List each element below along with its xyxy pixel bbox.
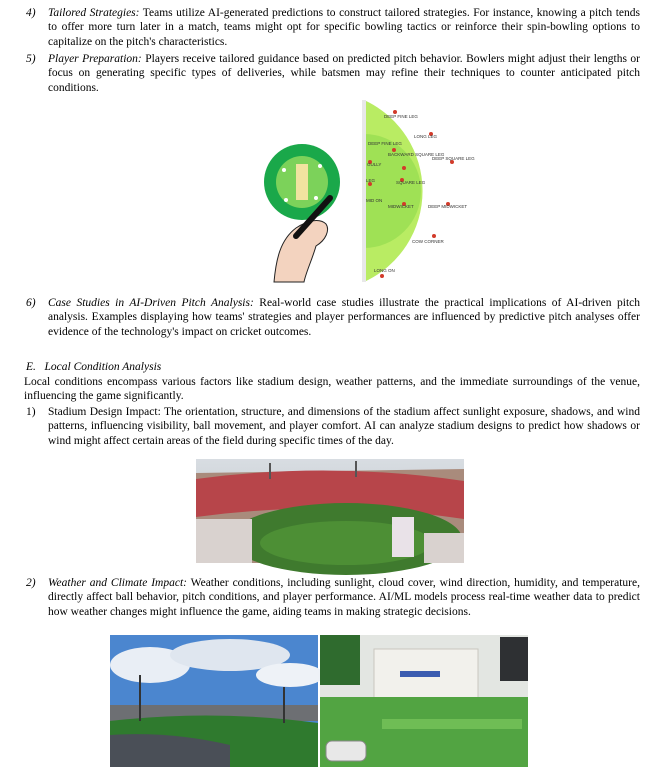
item-number: 4) [26, 7, 36, 19]
label-leg: LEG [366, 178, 376, 183]
label-long-on: LONG ON [374, 268, 395, 273]
label-deep-square-leg: DEEP SQUARE LEG [432, 156, 475, 161]
label-mid-on: MID ON [366, 198, 383, 203]
item-title: Weather and Climate Impact: [48, 577, 187, 589]
label-midwicket: MIDWICKET [388, 204, 414, 209]
label-fine-leg: DEEP FINE LEG [368, 141, 402, 146]
item-title: Case Studies in AI-Driven Pitch Analysis: [48, 297, 254, 309]
section-intro: Local conditions encompass various factors like stadium design, weather patterns, and the immediate surroundings of the venue, influencing the game significantly. [24, 376, 640, 403]
item-number: 2) [26, 577, 36, 589]
section-label: E. [26, 361, 36, 373]
stadium-photo [196, 459, 464, 563]
item-title: Player Preparation: [48, 53, 142, 65]
item-title: Tailored Strategies: [48, 7, 140, 19]
label-backward-square-leg: BACKWARD SQUARE LEG [388, 152, 445, 157]
section-heading [26, 360, 161, 374]
label-long-leg: LONG LEG [414, 134, 438, 139]
section-title: Local Condition Analysis [44, 361, 162, 373]
list-item-tailored-strategies [26, 6, 640, 49]
item-number: 1) [26, 406, 36, 418]
pavilion-field-photo [320, 635, 528, 767]
item-title: Stadium Design Impact: [48, 406, 161, 418]
item-text: Players receive tailored guidance based on predicted pitch behavior. Bowlers might adjust their lengths or focus on generating specific types of deliveries, while batsmen may refine their techniques to counter anticipated pitch conditions. [48, 53, 641, 94]
item-number: 6) [26, 297, 36, 309]
label-cow-corner: COW CORNER [412, 239, 444, 244]
item-text: The orientation, structure, and dimensions of the stadium affect sunlight exposure, shadows, and wind patterns, influencing visibility, ball movement, and player comfort. AI can analyze stadium designs to predict how shadows or wind might affect certain areas of the field during specific times of the day. [48, 406, 640, 447]
label-square-leg: SQUARE LEG [396, 180, 426, 185]
label-deep-midwicket: DEEP MIDWICKET [428, 204, 468, 209]
item-text: Real-world case studies illustrate the practical implications of AI-driven pitch analysis. Examples displaying how teams' strategies and player performances are influenced by predictive pitch analyses offer evidence of the technology's impact on cricket outcomes. [48, 297, 640, 338]
weather-photos [110, 635, 528, 767]
pavilion-stand [392, 517, 414, 557]
item-number: 5) [26, 53, 36, 65]
label-gully: GULLY [367, 162, 382, 167]
label-deep-fine-leg: DEEP FINE LEG [384, 114, 418, 119]
list-item-player-preparation [26, 52, 640, 95]
list-item-weather-climate [26, 576, 640, 619]
list-item-stadium-design [26, 405, 640, 448]
field-drawing-image [256, 100, 475, 282]
small-pitch [296, 164, 308, 200]
cricket-field-diagram-figure [256, 100, 475, 282]
stadium-sky-photo [110, 635, 324, 767]
item-text: Teams utilize AI-generated predictions to construct tailored strategies. For instance, knowing a pitch tends to offer more turn later in a match, teams might opt for specific bowling tactics or reinforce their spin-bowling options to capitalize on the pitch's characteristics. [48, 7, 640, 48]
list-item-case-studies [26, 296, 640, 339]
item-text: Weather conditions, including sunlight, cloud cover, wind direction, humidity, and temperature, directly affect ball behavior, pitch conditions, and player performance. AI/ML models process real-time weather data to predict how weather changes might influence the game, aiding teams in making strategic decisions. [48, 577, 640, 618]
